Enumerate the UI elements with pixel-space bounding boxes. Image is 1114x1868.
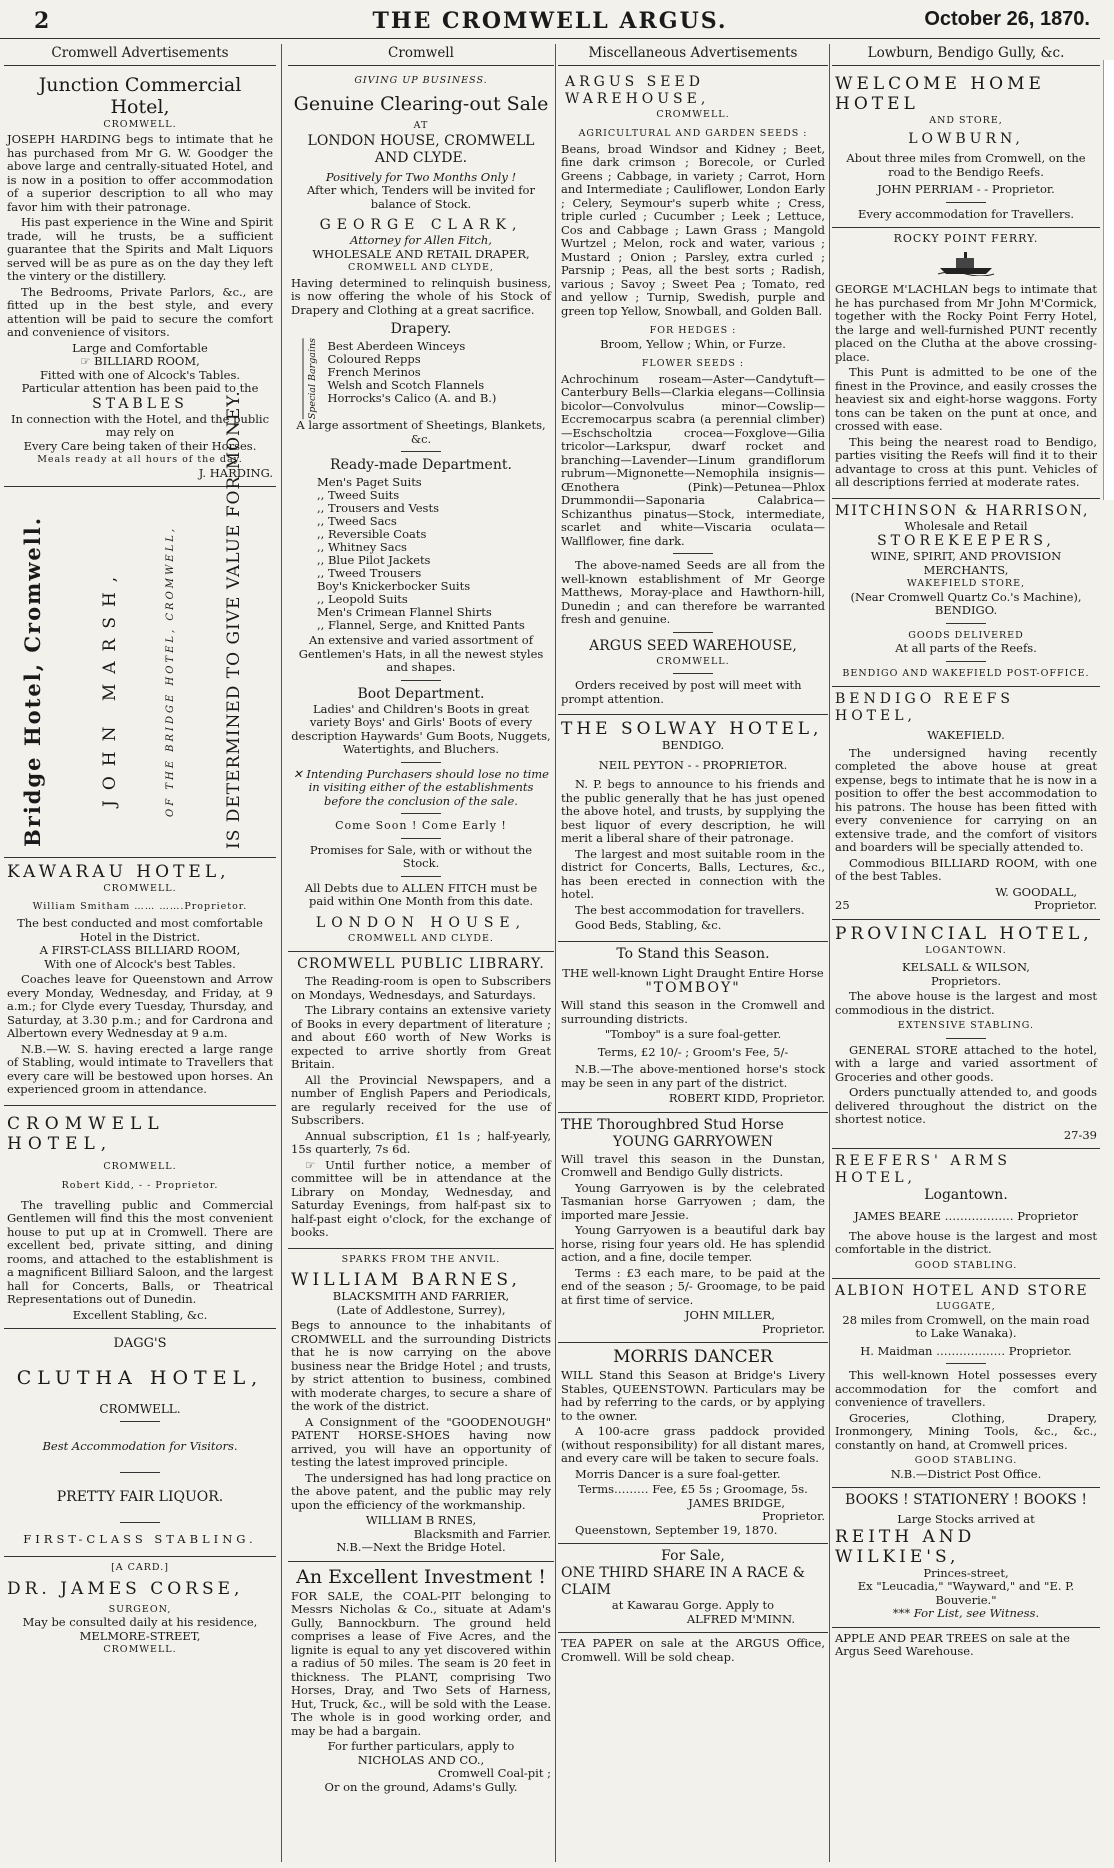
drapery-block bbox=[291, 338, 551, 419]
ad-body: ☞ Until further notice, a member of committee will be in attendance at the Library on Monday, Wednesday, and Saturday Evenings, from half-past six to half-past eight o'clock, for the exchange of books. bbox=[291, 1157, 551, 1240]
ad-pre: SPARKS FROM THE ANVIL. bbox=[341, 1253, 501, 1265]
ad-note: N.B.—Next the Bridge Hotel. bbox=[336, 1540, 506, 1555]
divider bbox=[120, 1472, 160, 1473]
column-1 bbox=[4, 44, 276, 1862]
section-heading: FOR HEDGES : bbox=[649, 325, 737, 336]
issue-date: October 26, 1870. bbox=[924, 8, 1090, 30]
ad-body: APPLE AND PEAR TREES on sale at the Argus Seed Warehouse. bbox=[835, 1630, 1070, 1658]
ad-place: BENDIGO. bbox=[661, 738, 725, 752]
ad-title: ONE THIRD SHARE IN A RACE & CLAIM bbox=[561, 1565, 806, 1598]
vertical-text: OF THE BRIDGE HOTEL, CROMWELL, bbox=[165, 525, 176, 817]
drapery-list bbox=[328, 340, 497, 417]
ad-body: Terms : £3 each mare, to be paid at the end of the season ; 5/- Groomage, to be paid at first time of service. bbox=[561, 1265, 825, 1307]
ad-line: Every Care being taken of their Horses. bbox=[23, 438, 257, 453]
ad-young-garryowen bbox=[558, 1113, 828, 1344]
list-item: French Merinos bbox=[327, 365, 421, 379]
ad-line: Meals ready at all hours of the day. bbox=[37, 454, 243, 465]
ad-pre: For Sale, bbox=[661, 1548, 725, 1564]
ad-trade: WINE, SPIRIT, AND PROVISION MERCHANTS, bbox=[870, 549, 1062, 577]
ad-mitchinson-harrison bbox=[832, 499, 1100, 688]
ad-line: At all parts of the Reefs. bbox=[895, 641, 1037, 655]
ad-line: CROMWELL AND CLYDE. bbox=[348, 932, 494, 944]
ad-line: Positively for Two Months Only ! bbox=[325, 169, 517, 184]
divider bbox=[401, 813, 441, 814]
ad-body: Will stand this season in the Cromwell and surrounding districts. bbox=[561, 998, 825, 1026]
divider bbox=[946, 623, 986, 624]
ad-line: (Near Cromwell Quartz Co.'s Machine), bbox=[850, 589, 1082, 604]
ad-proprietor: Robert Kidd, - - Proprietor. bbox=[61, 1180, 219, 1191]
ad-place: CROMWELL. bbox=[656, 108, 730, 120]
ad-dr-corse bbox=[4, 1557, 276, 1663]
list-item: Best Aberdeen Winceys bbox=[327, 339, 466, 353]
ad-provincial-hotel bbox=[832, 920, 1100, 1150]
ad-pre: GIVING UP BUSINESS. bbox=[354, 74, 488, 86]
ad-line: For further particulars, apply to bbox=[327, 1739, 515, 1754]
bargains-label: Special Bargains bbox=[303, 338, 320, 419]
ad-signature: J. HARDING. bbox=[198, 465, 273, 480]
ad-body: The above house is the largest and most comfortable in the district. bbox=[835, 1228, 1097, 1256]
ad-line: FIRST-CLASS STABLING. bbox=[23, 1531, 257, 1546]
ad-coal-pit bbox=[288, 1562, 554, 1801]
column-3 bbox=[558, 44, 828, 1862]
ad-signature: Proprietor. bbox=[762, 1321, 825, 1336]
ad-body: His past experience in the Wine and Spirit trade, will he trusts, be a sufficient guarantee that the Spirits and Malt Liquors served will be as pure as on the day they left the vintery or the distillery. bbox=[7, 215, 273, 283]
ad-title: An Excellent Investment ! bbox=[296, 1565, 546, 1588]
ad-body: Young Garryowen is a beautiful dark bay horse, rising four years old. He has splendid action, and a fine, docile temper. bbox=[561, 1223, 825, 1264]
ad-name: YOUNG GARRYOWEN bbox=[613, 1133, 773, 1150]
ad-line: An extensive and varied assortment of Gentlemen's Hats, in all the newest styles and shapes. bbox=[298, 633, 544, 675]
ad-body: TEA PAPER on sale at the ARGUS Office, Cromwell. Will be sold cheap. bbox=[561, 1636, 825, 1664]
ad-pre: DAGG'S bbox=[113, 1336, 167, 1351]
ad-title: DR. JAMES CORSE, bbox=[7, 1578, 244, 1599]
ad-place: WAKEFIELD. bbox=[927, 728, 1005, 742]
divider bbox=[401, 680, 441, 681]
ad-signature: WILLIAM B RNES, bbox=[365, 1513, 477, 1528]
ad-body: The undersigned having recently completed the above house at great expense, begs to intimate that he is now in a position to offer the best accommodation to his patrons. The house has been fitted with every convenience for carrying on an extensive trade, and the comfort of visitors and boarders will be specially attended to. bbox=[835, 745, 1097, 854]
ad-line: (Late of Addlestone, Surrey), bbox=[336, 1302, 506, 1317]
ad-title: MITCHINSON & HARRISON, bbox=[835, 502, 1090, 519]
ad-body: THE well-known Light Draught Entire Horse bbox=[562, 965, 824, 980]
ad-apple-pear-trees bbox=[832, 1628, 1100, 1665]
ad-reith-wilkie-books bbox=[832, 1488, 1100, 1628]
ad-kawarau-hotel bbox=[4, 858, 276, 1106]
list-item: ,, Leopold Suits bbox=[317, 592, 408, 607]
ad-body: May be consulted daily at his residence, bbox=[22, 1615, 258, 1629]
ad-body: Begs to announce to the inhabitants of CROMWELL and the surrounding Districts that he is now carrying on the above business near the Bridge Hotel ; and trusts, by strict attention to business, combined with moderate charges, to secure a share of the work of the district. bbox=[291, 1318, 551, 1414]
ad-body: The best conducted and most comfortable Hotel in the District. bbox=[17, 916, 263, 944]
ad-body: EXTENSIVE STABLING. bbox=[897, 1020, 1035, 1031]
column-heading: Cromwell Advertisements bbox=[4, 44, 276, 66]
ad-body: The travelling public and Commercial Gentlemen will find this the most convenient house to put up at in Cromwell. There are excellent bed, private sitting, and dining rooms, and attached to the establishment is a magnificent Billiard Saloon, and the largest hall for Concerts, Balls, or Theatrical Representations out of Dunedin. bbox=[7, 1197, 273, 1306]
ad-shop: LONDON HOUSE, CROMWELL AND CLYDE. bbox=[307, 132, 535, 166]
ad-line: PRETTY FAIR LIQUOR. bbox=[56, 1488, 224, 1505]
ad-line: After which, Tenders will be invited for balance of Stock. bbox=[307, 183, 535, 211]
ad-body: GEORGE M'LACHLAN begs to intimate that he has purchased from Mr John M'Cormick, together with the Rocky Point Ferry Hotel, the large and well-furnished PUNT recently placed on the Clutha at the above crossing-place. bbox=[835, 282, 1097, 364]
ad-body: Orders punctually attended to, and goods delivered throughout the district on the shortest notice. bbox=[835, 1085, 1097, 1126]
list-item: ,, Trousers and Vests bbox=[317, 501, 439, 516]
ad-line: Best Accommodation for Visitors. bbox=[42, 1439, 238, 1453]
ad-line: GOODS DELIVERED bbox=[908, 629, 1024, 641]
ad-number: 27-39 bbox=[1063, 1127, 1097, 1142]
ad-body: A FIRST-CLASS BILLIARD ROOM, bbox=[39, 943, 241, 957]
ad-body: N.B.—The above-mentioned horse's stock may be seen in any part of the district. bbox=[561, 1062, 825, 1090]
ad-albion-hotel bbox=[832, 1279, 1100, 1488]
adjacent-page-edge bbox=[1103, 60, 1114, 500]
ad-body: 28 miles from Cromwell, on the main road to Lake Wanaka). bbox=[842, 1312, 1090, 1340]
ad-line: Come Soon ! Come Early ! bbox=[335, 819, 507, 833]
ad-london-house bbox=[288, 70, 554, 953]
section-heading: FLOWER SEEDS : bbox=[641, 358, 745, 369]
ad-body: About three miles from Cromwell, on the road to the Bendigo Reefs. bbox=[846, 151, 1086, 179]
list-item: ,, Tweed Suits bbox=[317, 488, 400, 503]
ad-signature: Cromwell Coal-pit ; bbox=[437, 1766, 551, 1781]
ad-line: BENDIGO AND WAKEFIELD POST-OFFICE. bbox=[842, 667, 1090, 679]
list-item: Men's Paget Suits bbox=[317, 475, 422, 490]
list-item: ,, Blue Pilot Jackets bbox=[317, 553, 431, 568]
ready-made-list bbox=[317, 476, 551, 632]
ad-clutha-hotel bbox=[4, 1329, 276, 1557]
ad-title: THE SOLWAY HOTEL, bbox=[561, 719, 823, 739]
ad-title: KAWARAU HOTEL, bbox=[7, 862, 230, 882]
ad-welcome-home-hotel bbox=[832, 70, 1100, 229]
ad-title: CROMWELL PUBLIC LIBRARY. bbox=[297, 956, 545, 973]
ad-body: Groceries, Clothing, Drapery, Ironmongery, Mining Tools, &c., &c., constantly on hand, at Cromwell prices. bbox=[835, 1410, 1097, 1452]
ad-body: WILL Stand this Season at Bridge's Livery Stables, QUEENSTOWN. Particulars may be had by referring to the cards, or by applying to the owner. bbox=[561, 1368, 825, 1423]
ad-body: The undersigned has had long practice on the above patent, and the public may rely upon the efficiency of the workmanship. bbox=[291, 1470, 551, 1512]
column-divider bbox=[829, 44, 830, 1862]
ad-title: Genuine Clearing-out Sale bbox=[293, 93, 549, 115]
ad-body: Large Stocks arrived at bbox=[897, 1512, 1035, 1526]
divider bbox=[401, 762, 441, 763]
ad-signature: ALFRED M'MINN. bbox=[686, 1611, 795, 1626]
ad-body: With one of Alcock's best Tables. bbox=[44, 956, 236, 971]
ad-signature: ROBERT KIDD, Proprietor. bbox=[668, 1091, 825, 1105]
divider bbox=[401, 876, 441, 877]
ad-body: Having determined to relinquish business, is now offering the whole of his Stock of Drapery and Clothing at a great sacrifice. bbox=[291, 275, 551, 317]
column-heading: Lowburn, Bendigo Gully, &c. bbox=[832, 44, 1100, 66]
page-number: 2 bbox=[34, 8, 50, 34]
ad-body: Annual subscription, £1 1s ; half-yearly, 15s quarterly, 7s 6d. bbox=[291, 1128, 551, 1157]
divider bbox=[120, 1522, 160, 1523]
ad-sub: Wholesale and Retail bbox=[904, 518, 1028, 533]
ad-body: The Library contains an extensive variety of Books in every department of literature ; and about £60 worth of New Works is expected to arrive shortly from Great Britain. bbox=[291, 1003, 551, 1072]
divider bbox=[673, 632, 713, 633]
ad-argus-seed-warehouse bbox=[558, 70, 828, 716]
ad-line: Large and Comfortable bbox=[72, 340, 208, 355]
list-item: ,, Reversible Coats bbox=[317, 527, 427, 542]
ad-body: The Reading-room is open to Subscribers on Mondays, Wednesdays, and Saturdays. bbox=[291, 974, 551, 1002]
ad-claim-for-sale bbox=[558, 1544, 828, 1633]
pointing-hand-icon: ☞ bbox=[80, 354, 95, 368]
list-item: ,, Tweed Trousers bbox=[317, 566, 422, 581]
ad-place: LOWBURN, bbox=[908, 131, 1024, 147]
masthead bbox=[0, 0, 1100, 39]
ad-tea-paper bbox=[558, 1633, 828, 1670]
ad-trade: STOREKEEPERS, bbox=[877, 533, 1055, 549]
ad-cromwell-hotel bbox=[4, 1106, 276, 1330]
ad-line: All Debts due to ALLEN FITCH must be paid within One Month from this date. bbox=[304, 880, 538, 909]
ad-title: CROMWELL HOTEL, bbox=[7, 1113, 165, 1154]
divider bbox=[946, 661, 986, 662]
ad-body: This well-known Hotel possesses every accommodation for the comfort and convenience of travellers. bbox=[835, 1368, 1097, 1409]
ad-rocky-point-ferry bbox=[832, 228, 1100, 499]
ad-body: The best accommodation for travellers. bbox=[575, 902, 805, 917]
ad-body: Orders received by post will meet with prompt attention. bbox=[561, 678, 802, 706]
ad-sub: AND STORE, bbox=[929, 114, 1003, 126]
ad-proprietor: NEIL PEYTON - - PROPRIETOR. bbox=[598, 757, 788, 772]
ad-line: Promises for Sale, with or without the Stock. bbox=[309, 842, 533, 871]
ad-place: CROMWELL. bbox=[103, 118, 177, 130]
list-item: Boy's Knickerbocker Suits bbox=[317, 579, 471, 594]
ad-body: Good Beds, Stabling, &c. bbox=[575, 918, 722, 932]
ad-body: Will travel this season in the Dunstan, Cromwell and Bendigo Gully districts. bbox=[561, 1151, 825, 1179]
ad-body: JOSEPH HARDING begs to intimate that he has purchased from Mr G. W. Goodger the above large and centrally-situated Hotel, and is now in a position to offer accommodation of a superior description to all who may favor him with their patronage. bbox=[7, 132, 273, 214]
ad-title: ARGUS SEED WAREHOUSE, bbox=[565, 73, 710, 107]
ad-line bbox=[7, 355, 273, 369]
section-heading: Drapery. bbox=[390, 321, 452, 337]
ad-proprietor: JAMES BEARE ……………… Proprietor bbox=[854, 1209, 1078, 1223]
billiard-label: BILLIARD ROOM, bbox=[94, 354, 200, 368]
ad-proprietor: KELSALL & WILSON, bbox=[902, 960, 1030, 974]
ad-line: WHOLESALE AND RETAIL DRAPER, bbox=[312, 246, 530, 261]
ad-body: Coaches leave for Queenstown and Arrow every Monday, Wednesday, and Friday, at 9 a.m.; for Clyde every Tuesday, Thursday, and Saturday, at 3.30 p.m.; and for Cardrona and Albertown every Wednesday at 9 a.m. bbox=[7, 972, 273, 1040]
ad-body: The above house is the largest and most commodious in the district. bbox=[835, 989, 1097, 1017]
ad-line: Attorney for Allen Fitch, bbox=[350, 233, 492, 247]
ad-william-barnes bbox=[288, 1249, 554, 1562]
ad-place: LOGANTOWN. bbox=[925, 944, 1007, 956]
ad-pre: [A CARD.] bbox=[111, 1562, 169, 1573]
section-heading: Boot Department. bbox=[357, 685, 485, 702]
ad-body: at Kawarau Gorge. Apply to bbox=[611, 1598, 775, 1612]
ad-body: GOOD STABLING. bbox=[914, 1455, 1018, 1466]
column-divider bbox=[281, 44, 282, 1862]
ad-signature: NICHOLAS AND CO., bbox=[357, 1752, 485, 1767]
ad-title: ALBION HOTEL AND STORE bbox=[835, 1283, 1089, 1299]
ad-title: BENDIGO REEFS HOTEL, bbox=[835, 691, 1014, 724]
ad-line: Or on the ground, Adams's Gully. bbox=[324, 1779, 518, 1794]
ad-body: The Bedrooms, Private Parlors, &c., are fitted up in the best style, and every attention will be paid to secure the comfort and convenience of visitors. bbox=[7, 284, 273, 339]
ad-morris-dancer bbox=[558, 1343, 828, 1544]
ad-title: "TOMBOY" bbox=[645, 980, 741, 996]
ad-tomboy bbox=[558, 942, 828, 1113]
list-item: ,, Tweed Sacs bbox=[317, 514, 397, 529]
vertical-text: IS DETERMINED TO GIVE VALUE FOR MONEY. bbox=[224, 390, 244, 849]
section-heading: AGRICULTURAL AND GARDEN SEEDS : bbox=[578, 128, 808, 139]
ad-note: ✕ Intending Purchasers should lose no time in visiting either of the establishments before the conclusion of the sale. bbox=[293, 766, 549, 808]
ad-body: Morris Dancer is a sure foal-getter. bbox=[575, 1466, 781, 1481]
ad-name: GEORGE CLARK, bbox=[319, 217, 523, 233]
column-heading: Cromwell bbox=[288, 44, 554, 66]
ad-title: Junction Commercial Hotel, bbox=[38, 73, 242, 118]
column-4 bbox=[832, 44, 1100, 1862]
ad-title: ROCKY POINT FERRY. bbox=[893, 232, 1039, 245]
list-item: Men's Crimean Flannel Shirts bbox=[317, 605, 492, 620]
ad-line: STABLES bbox=[92, 395, 188, 412]
vertical-text: JOHN MARSH, bbox=[100, 566, 120, 807]
ad-terms: Terms……… Fee, £5 5s ; Groomage, 5s. bbox=[578, 1482, 808, 1496]
ad-body: CROMWELL. bbox=[103, 1644, 177, 1655]
ad-at: AT bbox=[413, 120, 429, 131]
ad-pre: To Stand this Season. bbox=[616, 945, 770, 962]
ad-bendigo-reefs-hotel bbox=[832, 687, 1100, 920]
divider bbox=[946, 1038, 986, 1039]
ad-body: "Tomboy" is a sure foal-getter. bbox=[604, 1027, 782, 1041]
ad-public-library bbox=[288, 952, 554, 1249]
ad-title: WILLIAM BARNES, bbox=[291, 1270, 521, 1291]
ad-number: 25 bbox=[835, 898, 850, 912]
ad-title: CLUTHA HOTEL, bbox=[16, 1366, 264, 1389]
column-divider bbox=[555, 44, 556, 1862]
column-heading: Miscellaneous Advertisements bbox=[558, 44, 828, 66]
ad-body: A 100-acre grass paddock provided (without responsibility) for all distant mares, and every care will be taken to secure foals. bbox=[561, 1424, 825, 1465]
list-item: Horrocks's Calico (A. and B.) bbox=[327, 391, 497, 405]
ad-body: GENERAL STORE attached to the hotel, with a large and varied assortment of Groceries and other goods. bbox=[835, 1042, 1097, 1084]
ad-proprietor: JOHN PERRIAM - - Proprietor. bbox=[877, 182, 1055, 196]
vertical-text: Bridge Hotel, Cromwell. bbox=[20, 515, 45, 847]
divider bbox=[946, 1363, 986, 1364]
divider bbox=[120, 1421, 160, 1422]
ad-title: PROVINCIAL HOTEL, bbox=[835, 923, 1093, 944]
ad-body: This being the nearest road to Bendigo, parties visiting the Reefs will find it to their advantage to cross at this punt. Vehicles of all descriptions ferried at moderate rates. bbox=[835, 434, 1097, 489]
ad-line: In connection with the Hotel, and the public may rely on bbox=[10, 411, 270, 439]
ad-name: REITH AND WILKIE'S, bbox=[835, 1526, 976, 1567]
ad-signature: Blacksmith and Farrier. bbox=[413, 1526, 551, 1541]
ad-line: A large assortment of Sheetings, Blankets, &c. bbox=[296, 418, 546, 446]
ad-signature: Proprietor. bbox=[1034, 898, 1097, 912]
ad-line: WAKEFIELD STORE, bbox=[906, 578, 1026, 589]
section-heading: Ready-made Department. bbox=[330, 457, 512, 474]
ad-line: Particular attention has been paid to the bbox=[21, 381, 259, 395]
divider bbox=[946, 202, 986, 203]
ad-body: N.B.—District Post Office. bbox=[890, 1466, 1042, 1481]
ad-body: Every accommodation for Travellers. bbox=[857, 206, 1075, 221]
ad-line: Fitted with one of Alcock's Tables. bbox=[39, 367, 241, 382]
ad-body: GOOD STABLING. bbox=[914, 1259, 1018, 1271]
ad-solway-hotel bbox=[558, 715, 828, 942]
ad-body: Beans, broad Windsor and Kidney ; Beet, fine dark crimson ; Borecole, or Curled Greens ; Cabbage, in variety ; Carrot, Horn and Intermediate ; Cauliflower, London Early ; Celery, Seymour's superb white ; Cress, triple curled ; Cucumber ; Leek ; Lettuce, Cos and Cabbage ; Lawn Grass ; Mangold Wurtzel ; Melon, rock and water, various ; Mustard ; Onion ; Parsley, extra curled ; Parsnip ; Peas, all the best sorts ; Radish, various ; Savoy ; Sweet Pea ; Tomato, red and yellow ; Turnip, Swedish, purple and green top Yellow, Snowball, and Golden Ball. bbox=[561, 141, 825, 318]
ad-signature: JAMES BRIDGE, bbox=[688, 1495, 785, 1510]
list-item: Coloured Repps bbox=[327, 352, 421, 366]
ad-body: FOR SALE, the COAL-PIT belonging to Messrs Nicholas & Co., situate at Adam's Gully, Bannockburn. The ground held comprises a lease of Five Acres, and the lignite is equal to any yet discovered within a radius of 50 miles. The seam is 20 feet in thickness. The PLANT, comprising Two Horses, Dray, and Two Sets of Harness, Hut, Truck, &c., will be sold with the Lease. The whole is in good working order, and may be had a bargain. bbox=[291, 1588, 551, 1738]
ad-place: BENDIGO. bbox=[934, 603, 998, 617]
ad-body: A Consignment of the "GOODENOUGH" PATENT HORSE-SHOES having now arrived, you will have an opportunity of testing the latest improved principle. bbox=[291, 1414, 551, 1470]
ad-place: Logantown. bbox=[924, 1187, 1008, 1203]
ad-title: THE Thoroughbred Stud Horse bbox=[561, 1116, 784, 1133]
ad-role: SURGEON, bbox=[108, 1603, 172, 1615]
ad-body: This Punt is admitted to be one of the finest in the Province, and easily crosses the heaviest six and eight-horse waggons. Forty tons can be taken on the punt at once, and crossed with ease. bbox=[835, 365, 1097, 433]
ad-body: Young Garryowen is by the celebrated Tasmanian horse Garryowen ; dam, the imported mare Jessie. bbox=[561, 1180, 825, 1222]
ad-body: Ladies' and Children's Boots in great variety Boys' and Girls' Boots of every description Haywards' Gum Boots, Nuggets, Watertights, and Bluchers. bbox=[291, 701, 551, 757]
ad-body: Excellent Stabling, &c. bbox=[72, 1307, 208, 1322]
ad-title: ARGUS SEED WAREHOUSE, bbox=[589, 637, 797, 654]
ad-body: N. P. begs to announce to his friends and the public generally that he has just opened the above hotel, and trusts, by supplying the best liquor of every description, he will merit a liberal share of their patronage. bbox=[561, 777, 825, 845]
ad-place: LUGGATE, bbox=[936, 1301, 996, 1312]
list-item: Welsh and Scotch Flannels bbox=[327, 378, 485, 392]
ad-place: CROMWELL. bbox=[656, 655, 730, 667]
ad-body: *** For List, see Witness. bbox=[892, 1606, 1040, 1620]
ad-signature: Proprietor. bbox=[762, 1509, 825, 1523]
ad-place: CROMWELL. bbox=[103, 883, 177, 894]
ad-name: LONDON HOUSE, bbox=[315, 914, 527, 931]
list-item: ,, Flannel, Serge, and Knitted Pants bbox=[317, 618, 525, 633]
ad-title: MORRIS DANCER bbox=[613, 1347, 773, 1367]
ad-title: WELCOME HOME HOTEL bbox=[835, 73, 1045, 114]
column-2 bbox=[288, 44, 554, 1862]
ad-body: All the Provincial Newspapers, and a number of English Papers and Periodicals, are regularly received for the use of Subscribers. bbox=[291, 1072, 551, 1128]
ad-signature: JOHN MILLER, bbox=[684, 1308, 775, 1322]
ad-sub: BLACKSMITH AND FARRIER, bbox=[332, 1289, 510, 1304]
divider bbox=[401, 838, 441, 839]
ad-terms: Terms, £2 10/- ; Groom's Fee, 5/- bbox=[597, 1044, 789, 1059]
ad-place: CROMWELL. bbox=[99, 1401, 181, 1416]
ad-reefers-arms-hotel bbox=[832, 1149, 1100, 1279]
newspaper-title: THE CROMWELL ARGUS. bbox=[372, 8, 728, 34]
ad-title: BOOKS ! STATIONERY ! BOOKS ! bbox=[845, 1492, 1087, 1508]
divider bbox=[673, 553, 713, 554]
ad-line: CROMWELL AND CLYDE, bbox=[348, 262, 494, 273]
ad-proprietor: William Smitham …… …….Proprietor. bbox=[32, 900, 248, 912]
ad-signature: W. GOODALL, bbox=[995, 884, 1077, 899]
ad-body: Broom, Yellow ; Whin, or Furze. bbox=[600, 336, 786, 351]
ad-body: Achrochinum roseam—Aster—Candytuft—Canterbury Bells—Clarkia elegans—Collinsia bicolor—Convolvulus minor—Cowslip—Eccremocarpus scabra (a perennial climber)—Eschscholtzia crocea—Foxglove—Gilia tricolor—Larkspur, dwarf rocket and branching—Lavender—Linum grandiflorum rubrum—Mignonette—Nemophila insignis—Œnothera (Pink)—Petunea—Phlox Drummondii—Saponaria Calabrica—Schizanthus pinatus—Stock, intermediate, scarlet and white—Viscaria oculata—Wallflower, fine dark. bbox=[561, 371, 825, 548]
ad-body: N.B.—W. S. having erected a large range of Stabling, would intimate to Travellers that every care will be bestowed upon horses. An experienced groom in attendance. bbox=[7, 1041, 273, 1096]
ad-proprietor: H. Maidman ……………… Proprietor. bbox=[860, 1343, 1072, 1358]
ad-footer bbox=[835, 899, 1097, 913]
ferry-boat-icon bbox=[835, 250, 1097, 280]
ad-body: The largest and most suitable room in the district for Concerts, Balls, Lectures, &c., has been erected in connection with the hotel. bbox=[561, 846, 825, 901]
ad-body: The above-named Seeds are all from the well-known establishment of Mr George Matthews, Moray-place and Hawthorn-hill, Dunedin ; and can therefore be warranted fresh and genuine. bbox=[561, 558, 825, 626]
divider bbox=[673, 673, 713, 674]
ad-body: Princes-street, bbox=[923, 1565, 1009, 1580]
ad-title: REEFERS' ARMS HOTEL, bbox=[835, 1153, 1011, 1186]
list-item: ,, Whitney Sacs bbox=[317, 540, 407, 555]
ad-place: CROMWELL. bbox=[103, 1160, 177, 1172]
divider bbox=[401, 451, 441, 452]
ad-date: Queenstown, September 19, 1870. bbox=[575, 1522, 778, 1537]
ad-body: Commodious BILLIARD ROOM, with one of the best Tables. bbox=[835, 855, 1097, 883]
ad-proprietor: Proprietors. bbox=[930, 973, 1002, 988]
ad-body: Ex "Leucadia," "Wayward," and "E. P. Bouverie." bbox=[857, 1579, 1075, 1607]
ad-body: MELMORE-STREET, bbox=[79, 1628, 201, 1643]
